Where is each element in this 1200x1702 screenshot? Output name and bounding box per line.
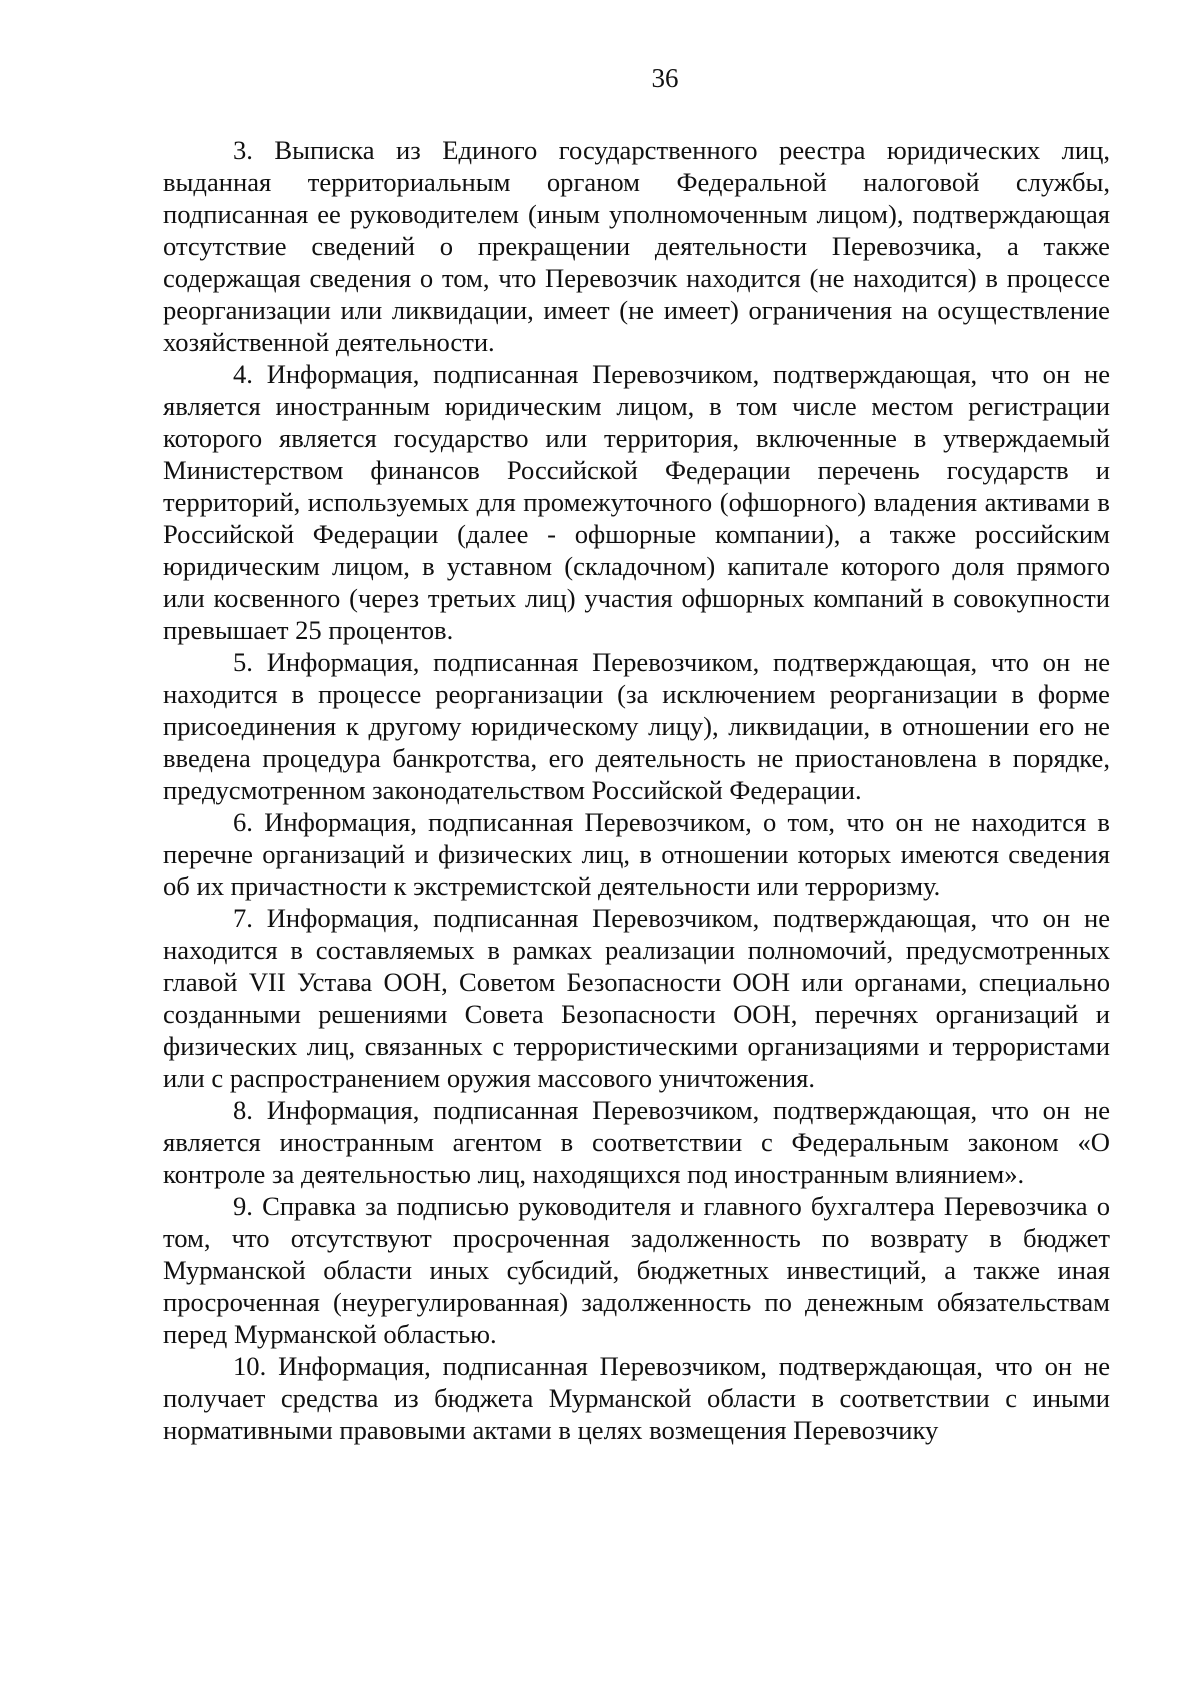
paragraph-item-3: 3. Выписка из Единого государственного реестра юридических лиц, выданная территориальным органом Федеральной налоговой службы, подписанная ее руководителем (иным уполномоченным лицом), подтверждающая отсутствие сведений о прекращении деятельности Перевозчика, а также содержащая сведения о том, что Перевозчик находится (не находится) в процессе реорганизации или ликвидации, имеет (не имеет) ограничения на осуществление хозяйственной деятельности. xyxy=(163,135,1110,357)
paragraph-item-10: 10. Информация, подписанная Перевозчиком, подтверждающая, что он не получает средства из бюджета Мурманской области в соответствии с иными нормативными правовыми актами в целях возмещения Перевозчику xyxy=(163,1351,1110,1445)
page-number: 36 xyxy=(651,63,679,93)
paragraph-item-4: 4. Информация, подписанная Перевозчиком, подтверждающая, что он не является иностранным юридическим лицом, в том числе местом регистрации которого является государство или территория, включенные в утверждаемый Министерством финансов Российской Федерации перечень государств и территорий, используемых для промежуточного (офшорного) владения активами в Российской Федерации (далее - офшорные компании), а также российским юридическим лицом, в уставном (складочном) капитале которого доля прямого или косвенного (через третьих лиц) участия офшорных компаний в совокупности превышает 25 процентов. xyxy=(163,359,1110,645)
paragraph-item-7: 7. Информация, подписанная Перевозчиком, подтверждающая, что он не находится в составляемых в рамках реализации полномочий, предусмотренных главой VII Устава ООН, Советом Безопасности ООН или органами, специально созданными решениями Совета Безопасности ООН, перечнях организаций и физических лиц, связанных с террористическими организациями и террористами или с распространением оружия массового уничтожения. xyxy=(163,903,1110,1093)
paragraph-item-6: 6. Информация, подписанная Перевозчиком, о том, что он не находится в перечне организаций и физических лиц, в отношении которых имеются сведения об их причастности к экстремистской деятельности или терроризму. xyxy=(163,807,1110,901)
document-body xyxy=(163,134,1110,1446)
paragraph-item-9: 9. Справка за подписью руководителя и главного бухгалтера Перевозчика о том, что отсутствуют просроченная задолженность по возврату в бюджет Мурманской области иных субсидий, бюджетных инвестиций, а также иная просроченная (неурегулированная) задолженность по денежным обязательствам перед Мурманской областью. xyxy=(163,1191,1110,1349)
paragraph-item-5: 5. Информация, подписанная Перевозчиком, подтверждающая, что он не находится в процессе реорганизации (за исключением реорганизации в форме присоединения к другому юридическому лицу), ликвидации, в отношении его не введена процедура банкротства, его деятельность не приостановлена в порядке, предусмотренном законодательством Российской Федерации. xyxy=(163,647,1110,805)
paragraph-item-8: 8. Информация, подписанная Перевозчиком, подтверждающая, что он не является иностранным агентом в соответствии с Федеральным законом «О контроле за деятельностью лиц, находящихся под иностранным влиянием». xyxy=(163,1095,1110,1189)
